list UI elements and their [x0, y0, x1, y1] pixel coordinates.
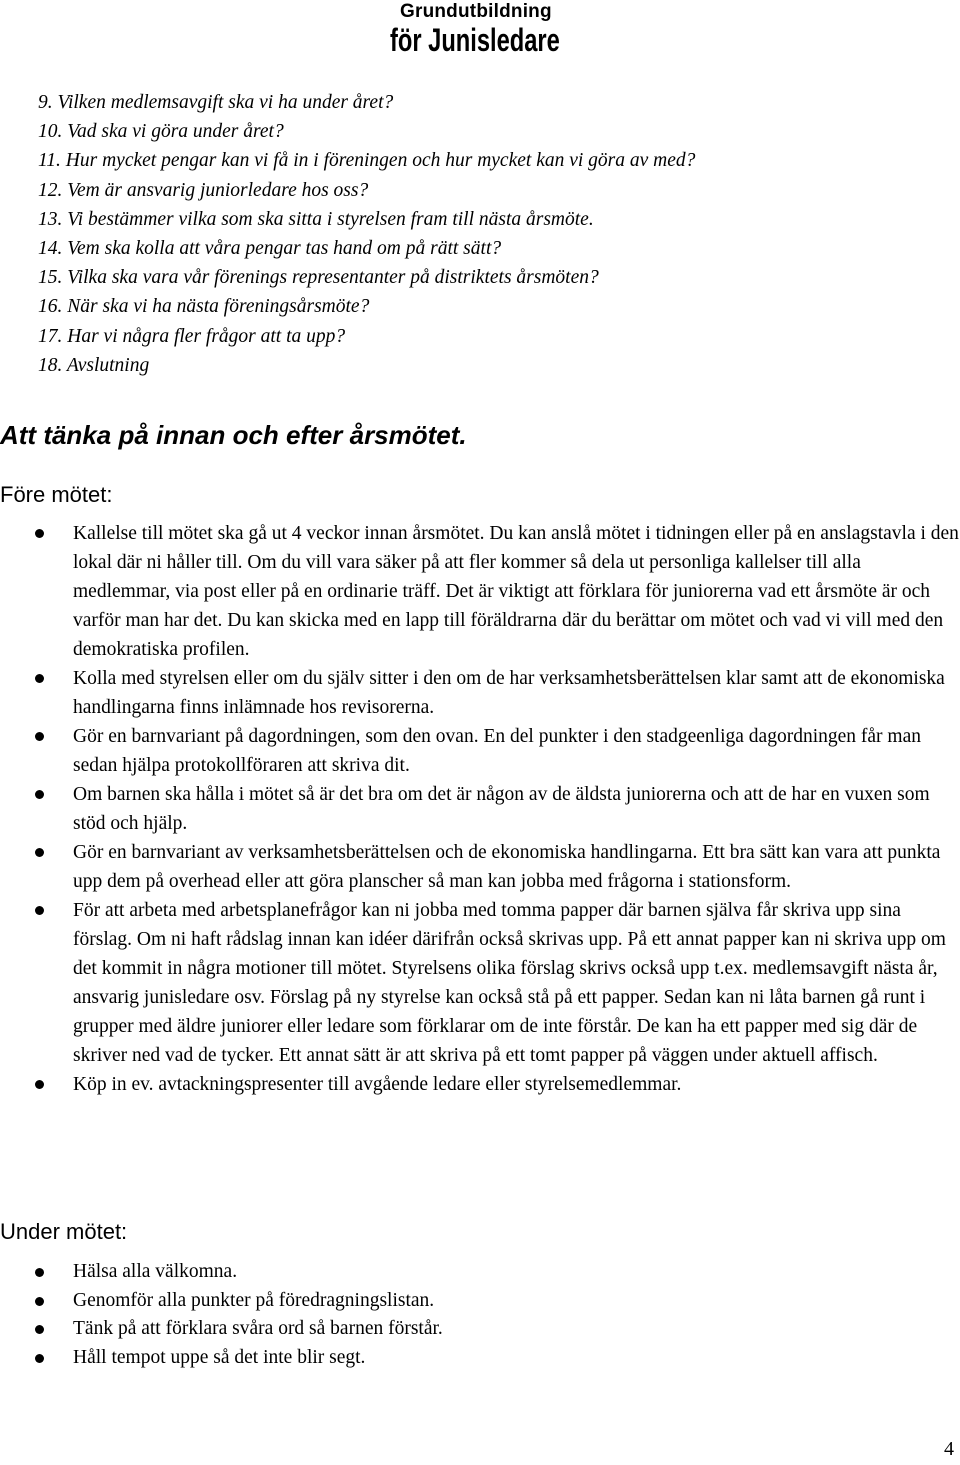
during-meeting-heading: Under mötet: — [0, 1219, 128, 1244]
list-item: Om barnen ska hålla i mötet så är det bra om det är någon av de äldsta juniorerna och att de har en vuxen som stöd och hjälp. — [0, 780, 960, 838]
agenda-item: 11. Hur mycket pengar kan vi få in i föreningen och hur mycket kan vi göra av med? — [38, 150, 696, 172]
agenda-item: 16. När ska vi ha nästa föreningsårsmöte? — [38, 296, 370, 318]
list-item: Gör en barnvariant på dagordningen, som den ovan. En del punkter i den stadgeenliga dagordningen får man sedan hjälpa protokollföraren att skriva dit. — [0, 722, 960, 780]
page-number: 4 — [944, 1438, 954, 1460]
list-item: Gör en barnvariant av verksamhetsberättelsen och de ekonomiska handlingarna. Ett bra sätt kan vara att punkta upp dem på overhead eller att göra planscher så man kan jobba med frågorna i stationsform. — [0, 838, 960, 896]
agenda-item: 9. Vilken medlemsavgift ska vi ha under året? — [38, 92, 394, 113]
list-item: Köp in ev. avtackningspresenter till avgående ledare eller styrelsemedlemmar. — [0, 1070, 960, 1099]
before-meeting-list — [0, 519, 960, 1099]
during-meeting-list — [0, 1258, 960, 1372]
list-item: Kolla med styrelsen eller om du själv sitter i den om de har verksamhetsberättelsen klar samt att de ekonomiska handlingarna finns inlämnade hos revisorerna. — [0, 664, 960, 722]
agenda-item: 10. Vad ska vi göra under året? — [38, 121, 284, 143]
list-item: Hälsa alla välkomna. — [0, 1258, 960, 1287]
agenda-item: 18. Avslutning — [38, 354, 150, 376]
agenda-item: 13. Vi bestämmer vilka som ska sitta i styrelsen fram till nästa årsmöte. — [38, 208, 594, 230]
header-main-text: för Junisledare — [390, 22, 560, 58]
agenda-list — [38, 88, 695, 380]
agenda-item: 14. Vem ska kolla att våra pengar tas hand om på rätt sätt? — [38, 237, 502, 259]
list-item: Genomför alla punkter på föredragningslistan. — [0, 1287, 960, 1316]
list-item: För att arbeta med arbetsplanefrågor kan ni jobba med tomma papper där barnen själva får skriva upp sina förslag. Om ni haft rådslag innan kan idéer därifrån också skrivas upp. På ett annat papper kan ni skriva upp om det kommit in några motioner till mötet. Styrelsens olika förslag skrivs också upp t.ex. medlemsavgift nästa år, ansvarig junisledare osv. Förslag på ny styrelse kan också stå på ett papper. Sedan kan ni låta barnen gå runt i grupper med äldre juniorer eller ledare som förklarar om de inte förstår. De kan ha ett papper med sig där de skriver ned vad de tycker. Ett annat sätt är att skriva på ett tomt papper på väggen under aktuell affisch. — [0, 896, 960, 1070]
before-meeting-heading: Före mötet: — [0, 482, 113, 507]
section-title: Att tänka på innan och efter årsmötet. — [0, 420, 467, 450]
header-top-text: Grundutbildning — [400, 1, 552, 22]
list-item: Kallelse till mötet ska gå ut 4 veckor innan årsmötet. Du kan anslå mötet i tidningen eller på en anslagstavla i den lokal där ni håller till. Om du vill vara säker på att fler kommer så dela ut personliga kallelser till alla medlemmar, via post eller på en ordinarie träff. Det är viktigt att förklara för juniorerna vad ett årsmöte är och varför man har det. Du kan skicka med en lapp till föräldrarna där du berättar om mötet och vad vi vill med den demokratiska profilen. — [0, 519, 960, 664]
agenda-item: 17. Har vi några fler frågor att ta upp? — [38, 325, 346, 347]
agenda-item: 12. Vem är ansvarig juniorledare hos oss? — [38, 179, 369, 201]
agenda-item: 15. Vilka ska vara vår förenings representanter på distriktets årsmöten? — [38, 267, 599, 289]
list-item: Tänk på att förklara svåra ord så barnen förstår. — [0, 1315, 960, 1344]
list-item: Håll tempot uppe så det inte blir segt. — [0, 1344, 960, 1373]
